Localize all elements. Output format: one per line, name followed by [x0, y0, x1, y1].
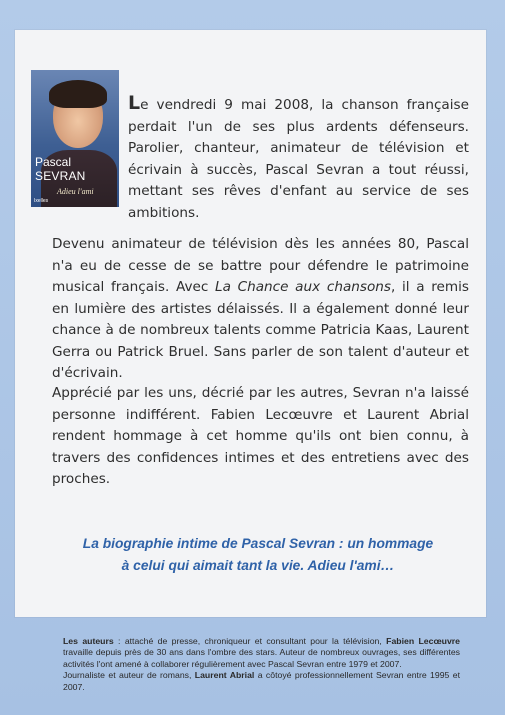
author-1-name: Fabien Lecœuvre — [386, 636, 461, 646]
show-title: La Chance aux chansons — [215, 279, 391, 295]
cover-publisher-logo: Ixelles — [34, 198, 49, 204]
career-paragraph — [52, 234, 469, 385]
intro-paragraph-text: e vendredi 9 mai 2008, la chanson française perdait l'un de ses plus ardents défenseurs. Parolier, chanteur, animateur de télévision et écrivain à succès, Pascal Sevran a tout réussi, mettant ses rêves d'enfant au service de ses ambitions. — [128, 97, 469, 221]
intro-paragraph — [128, 93, 469, 224]
author-2-name: Laurent Abrial — [194, 670, 255, 681]
cover-author-first-name: Pascal — [35, 155, 72, 169]
tribute-paragraph — [52, 383, 469, 491]
cover-author-last-name: SEVRAN — [35, 169, 86, 183]
tagline — [36, 533, 480, 577]
authors-label: Les auteurs — [63, 636, 114, 646]
career-paragraph-text-1: Devenu animateur de télévision dès les années 80, Pascal n'a eu de cesse de se battre pour défendre le patrimoine musical français. Avec — [52, 236, 469, 295]
author-1-bio: travaille depuis près de 30 ans dans l'ombre des stars. Auteur de nombreux ouvrages, ses différentes activités l'ont amené à collaborer régulièrement avec Pascal Sevran entre 1979 et 2007. — [63, 647, 460, 669]
author-2-bio-before: Journaliste et auteur de romans, — [63, 670, 195, 681]
tagline-line-2: à celui qui aimait tant la vie. Adieu l'ami… — [121, 558, 395, 573]
tribute-paragraph-text: Apprécié par les uns, décrié par les autres, Sevran n'a laissé personne indifférent. Fabien Lecœuvre et Laurent Abrial rendent hommage à cet homme qu'ils ont bien connu, à travers des confidences intimes et des entretiens avec des proches. — [52, 385, 469, 487]
drop-cap: L — [128, 92, 141, 114]
author-2-bio-after: a côtoyé professionnellement Sevran entre 1995 et 2007. — [63, 670, 460, 692]
career-paragraph-text-2: , il a remis en lumière des artistes délaissés. Il a également donné leur chance à de nombreux talents comme Patricia Kaas, Laurent Gerra ou Patrick Bruel. Sans parler de son talent d'auteur et d'écrivain. — [52, 279, 469, 381]
authors-note — [63, 636, 460, 693]
authors-intro: : attaché de presse, chroniqueur et consultant pour la télévision, — [113, 636, 387, 646]
cover-subtitle: Adieu l'ami — [57, 187, 94, 196]
book-cover-thumbnail — [31, 70, 119, 207]
tagline-line-1: La biographie intime de Pascal Sevran : un hommage — [82, 536, 434, 551]
portrait-hair — [49, 80, 107, 108]
